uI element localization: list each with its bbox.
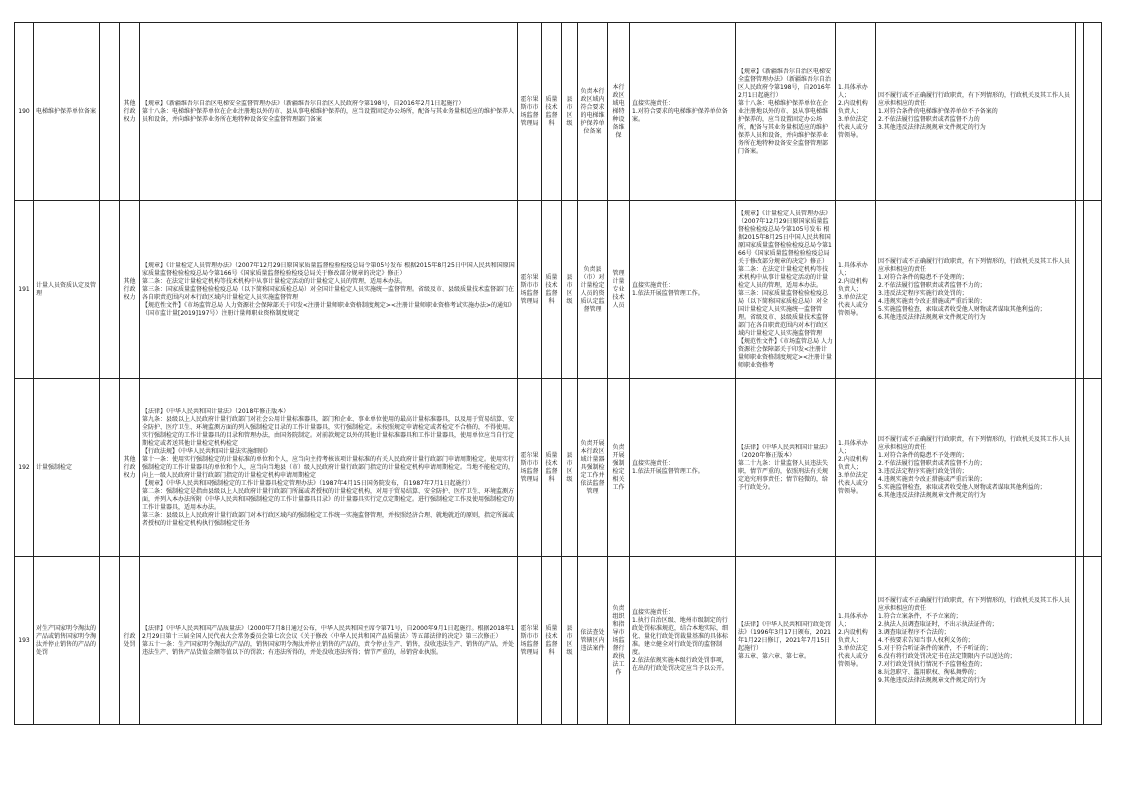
implementing-agency: 霍尔果斯市市场监督管理局: [518, 379, 542, 557]
responsibility-basis: [736, 557, 836, 725]
legal-basis: [140, 557, 518, 725]
level: 县市区级: [562, 379, 578, 557]
legal-basis-text: 【法律】《中华人民共和国产品质量法》（2000年7月8日通过公布，中华人民共和国主席令第71号，自2000年9月1日起施行。根据2018年12月29日第十三届全国人民代表大会常务委员会第七次会议《关于修改〈中华人民共和国产品质量法〉等五部法律的决定》第三次修正） 第五十一条：生产国家明令淘汰的产品的，销售国家明令淘汰并停止销售的产品的，责令停止生产、销售，没收违法生产、销售的产品，并处违法生产、销售产品货值金额等值以下的罚款；有违法所得的，并处没收违法所得；情节严重的，吊销营业执照。: [142, 624, 515, 656]
implementing-agency: 霍尔果斯市市场监督管理局: [518, 201, 542, 379]
responsibility-items: 直接实施责任： 1.依法开展监督管理工作。: [630, 201, 736, 379]
responsible-department: 质量技术监督科: [542, 201, 562, 379]
empty-cell: [100, 379, 120, 557]
responsible-persons: 1.具体承办人； 2.内设机构负责人； 3.单位法定代表人或分管领导。: [836, 201, 876, 379]
responsible-persons: 1.具体承办人； 2.内设机构负责人； 3.单位法定代表人或分管领导。: [836, 379, 876, 557]
legal-basis-text: 【规章】《计量检定人员管理办法》（2007年12月29日原国家质量监督检验检疫总局令第05号发布 根据2015年8月25日中国人民共和国原国家质量监督检验检疫总局令第166号《国家质量监督检验检疫总局关于修改部分规章的决定》修正） 第二条：在法定计量检定机构等技术机构中从事计量检定活动的计量检定人员的管理，适用本办法。 第三条：国家质量监督检验检疫总局（以下简称国家质检总局）对全国计量检定人员实施统一监督管理。省级及市、县级质量技术监督部门在各自职责范围内对本行政区域内计量检定人员实施监督管理 【规范性文件】《市场监管总局 人力资源社会保障部关于印发<注册计量师职业资格制度规定><注册计量师职业资格考试实施办法>的通知》（国市监计量[2019]197号）注册计量师职业资格制度规定: [142, 261, 515, 317]
responsibility-items: 直接实施责任： 1.对符合要求的电梯维护保养单位备案。: [630, 23, 736, 201]
responsible-persons: 1.具体承办人； 2.内设机构负责人； 3.单位法定代表人或分管领导。: [836, 557, 876, 725]
empty-cell: [1076, 23, 1084, 201]
legal-basis: [140, 23, 518, 201]
legal-basis: [140, 201, 518, 379]
empty-cell: [100, 23, 120, 201]
implementation-subject: 本行政区域电梯特种设备维保: [608, 23, 630, 201]
implementation-subject: 负责组织和指导市场监督行政执法工作: [608, 557, 630, 725]
responsibility-basis: [736, 201, 836, 379]
accountability: 因不履行或不正确履行行政职责，有下列情形的，行政机关及其工作人员应承担相应的责任 1.符合立案条件，不予立案的； 2.执法人员调查取证时，不出示执法证件的； 3.调查取证程序不合法的； 4.不按要求告知当事人权利义务的； 5.对于符合听证条件的案件，不予听证的； 6.没有将行政处罚决定书在法定期限内予以送达的； 7.对行政处罚执行情况不予监督检查的； 8.玩忽职守、滥用职权、徇私舞弊的； 9.其他违反法律法规规章文件规定的行为: [876, 557, 1076, 725]
level: 县市区级: [562, 557, 578, 725]
row-number: 193: [15, 557, 34, 725]
responsibility-basis-text: 【法律】《中华人民共和国计量法》（2020年修正版本） 第二十九条：计量监督人员违法失职，情节严重的，依照刑法有关规定追究刑事责任；情节轻微的，给予行政处分。: [738, 443, 832, 491]
row-number: 192: [15, 379, 34, 557]
table-row: [15, 379, 1102, 557]
responsible-department: 质量技术监督科: [542, 557, 562, 725]
legal-basis: [140, 379, 518, 557]
responsibility-items: 直接实施责任： 1.执行自治区级、地州市级制定的行政处罚标准规范，结合本地实际，细化、量化行政处罚裁量基准的具体标准。建立健全对行政处罚的监督制度。 2.依法依规实施本级行政处罚事项，在出的行政处罚决定应当予以公开。: [630, 557, 736, 725]
implementation-object: 负责本行政区域内符合要求的电梯维护保养单位备案: [578, 23, 608, 201]
implementation-object: 依法查处管辖区内违法案件: [578, 557, 608, 725]
legal-basis-text: 【法律】《中华人民共和国计量法》（2018年修正版本） 第九条：县级以上人民政府计量行政部门对社会公用计量标准器具，部门和企业、事业单位使用的最高计量标准器具，以及用于贸易结算、安全防护、医疗卫生、环境监测方面的列入强制检定目录的工作计量器具，实行强制检定。未按照规定申请检定或者检定不合格的，不得使用。实行强制检定的工作计量器具的目录和管理办法，由国务院制定。对前款规定以外的其他计量标准器具和工作计量器具，使用单位应当自行定期检定或者送其他计量检定机构检定 【行政法规】《中华人民共和国计量法实施细则》 第十一条：使用实行强制检定的计量标准的单位和个人，应当向主持考核该项计量标准的有关人民政府计量行政部门申请周期检定。使用实行强制检定的工作计量器具的单位和个人，应当向当地县（市）级人民政府计量行政部门指定的计量检定机构申请周期检定。当地不能检定的，向上一级人民政府计量行政部门指定的计量检定机构申请周期检定 【规章】《中华人民共和国强制检定的工作计量器具检定管理办法》（1987年4月15日国务院发布，自1987年7月1日起施行） 第二条：强制检定是指由县级以上人民政府计量行政部门所属或者授权的计量检定机构，对用于贸易结算、安全防护、医疗卫生、环境监测方面，并列入本办法所附《中华人民共和国强制检定的工作计量器具目录》的计量器具实行定点定期检定。进行强制检定工作及使用强制检定的工作计量器具，适用本办法。 第三条：县级以上人民政府计量行政部门对本行政区域内的强制检定工作统一实施监督管理，并按照经济合理、就地就近的原则，指定所属或者授权的计量检定机构执行强制检定任务: [142, 407, 515, 527]
responsibility-basis-text: 【规章】《计量检定人员管理办法》（2007年12月29日原国家质量监督检验检疫总局令第105号发布 根据2015年8月25日中国人民共和国原国家质量监督检验检疫总局令第166号《国家质量监督检验检疫总局关于修改部分规章的决定》修正） 第二条：在法定计量检定机构等技术机构中从事计量检定活动的计量检定人员的管理，适用本办法。 第三条：国家质量监督检验检疫总局（以下简称国家质检总局）对全国计量检定人员实施统一监督管理。省级及市、县级质量技术监督部门在各自职责范围内对本行政区域内计量检定人员实施监督管理 【规范性文件】《市场监管总局 人力资源社会保障部关于印发<注册计量师职业资格制度规定><注册计量师职业资格考: [738, 209, 833, 369]
implementation-object: 负责县（市）对计量检定人员的资质认定监督管理: [578, 201, 608, 379]
responsibility-basis: [736, 23, 836, 201]
item-type: 行政处罚: [120, 557, 140, 725]
accountability: 因不履行或不正确履行行政职责，有下列情形的，行政机关及其工作人员应承担相应的责任 1.对符合条件的电梯维护保养单位不予备案的 2.不依法履行监督职责或者监督不力的 3.其他违反法律法规规章文件规定的行为: [876, 23, 1076, 201]
empty-cell: [1076, 557, 1084, 725]
item-type: 其他行政权力: [120, 23, 140, 201]
table-row: [15, 557, 1102, 725]
responsible-persons: 1.具体承办人； 2.内设机构负责人； 3.单位法定代表人或分管领导。: [836, 23, 876, 201]
empty-cell: [1076, 379, 1084, 557]
level: 县市区级: [562, 23, 578, 201]
item-type: 其他行政权力: [120, 379, 140, 557]
empty-cell: [100, 557, 120, 725]
accountability: 因不履行或不正确履行行政职责，有下列情形的，行政机关及其工作人员应承担相应的责任 1.对符合条件的隐患不予处理的； 2.不依法履行监督职责或者监督不力的； 3.违反法定程序实施行政处罚的； 4.违规实施责令改正措施或严重后果的； 5.实施监督检查，索取或者收受他人财物或者谋取其他利益的； 6.其他违反法律法规规章文件规定的行为: [876, 379, 1076, 557]
implementation-subject: 负责开展强制检定相关工作: [608, 379, 630, 557]
responsibility-basis-text: 【法律】《中华人民共和国行政处罚法》（1996年3月17日颁布，2021年1月22日修订，2021年7月15日起施行） 第五章、第六章、第七章。: [738, 620, 832, 660]
responsible-department: 质量技术监督科: [542, 379, 562, 557]
item-type: 其他行政权力: [120, 201, 140, 379]
empty-cell: [1084, 379, 1102, 557]
item-name: 电梯维护保养单位备案: [34, 23, 100, 201]
responsibility-list-table: [14, 22, 1102, 725]
table-row: [15, 23, 1102, 201]
legal-basis-text: 【规章】《新疆维吾尔自治区电梯安全监督管理办法》（新疆维吾尔自治区人民政府令第198号，自2016年2月1日起施行） 第十八条：电梯维护保养单位在企业注册地以外的市、县从事电梯维护保养的，应当设置固定办公场所，配备与其业务量相适应的维护保养人员和设备，并向维护保养业务所在地特种设备安全监督管理部门备案: [142, 99, 515, 123]
implementing-agency: 霍尔果斯市市场监督管理局: [518, 557, 542, 725]
empty-cell: [1076, 201, 1084, 379]
implementation-subject: 管理计量专业技术人员: [608, 201, 630, 379]
table-row: [15, 201, 1102, 379]
empty-cell: [1084, 23, 1102, 201]
responsibility-items: 直接实施责任： 1.依法开展监督管理工作。: [630, 379, 736, 557]
item-name: 对生产国家明令淘汰的产品或销售国家明令淘汰并停止销售的产品的处罚: [34, 557, 100, 725]
responsible-department: 质量技术监督科: [542, 23, 562, 201]
empty-cell: [1084, 557, 1102, 725]
level: 县市区级: [562, 201, 578, 379]
empty-cell: [100, 201, 120, 379]
row-number: 191: [15, 201, 34, 379]
empty-cell: [1084, 201, 1102, 379]
accountability: 因不履行或不正确履行行政职责，有下列情形的，行政机关及其工作人员应承担相应的责任 1.对符合条件的隐患不予处理的； 2.不依法履行监督职责或者监督不力的； 3.违反法定程序实施行政处罚的； 4.违规实施责令改正措施或严重后果的； 5.实施监督检查，索取或者收受他人财物或者谋取其他利益的； 6.其他违反法律法规规章文件规定的行为: [876, 201, 1076, 379]
responsibility-basis-text: 【规章】《新疆维吾尔自治区电梯安全监督管理办法》（新疆维吾尔自治区人民政府令第198号，自2016年2月1日起施行） 第十八条：电梯维护保养单位在企业注册地以外的市、县从事电梯维护保养的，应当设置固定办公场所，配备与其业务量相适应的维护保养人员和设备，并向维护保养业务所在地特种设备安全监督管理部门备案。: [738, 67, 832, 155]
item-name: 计量强制检定: [34, 379, 100, 557]
row-number: 190: [15, 23, 34, 201]
item-name: 计量人员资质认定及管理: [34, 201, 100, 379]
implementing-agency: 霍尔果斯市市场监督管理局: [518, 23, 542, 201]
implementation-object: 负责开展本行政区域计量器具强制检定工作并依法监督管理: [578, 379, 608, 557]
responsibility-basis: [736, 379, 836, 557]
